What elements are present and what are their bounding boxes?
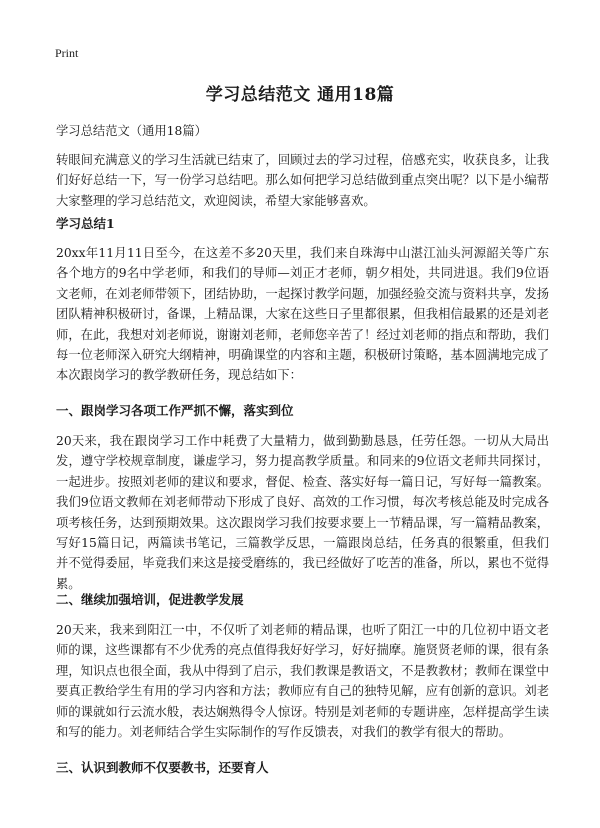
- heading-2-paragraph-block: [56, 620, 549, 742]
- heading-1: 一、跟岗学习各项工作严抓不懈，落实到位: [56, 403, 294, 418]
- section1-paragraph: 20xx年11月11日至今，在这差不多20天里，我们来自珠海中山湛江汕头河源韶关等广东各个地方的9名中学老师，和我们的导师—刘正才老师，朝夕相处，共同进退。我们9位语文老师，在刘老师带领下，团结协助，一起探讨教学问题，加强经验交流与资料共享，发扬团队精神积极研讨，备课，上精品课，大家在这些日子里都很累，但我相信最累的还是刘老师，在此，我想对刘老师说，谢谢刘老师，老师您辛苦了！经过刘老师的指点和帮助，我们每一位老师深入研究大纲精神，明确课堂的内容和主题，积极研讨策略，基本圆满地完成了本次跟岗学习的教学教研任务，现总结如下：: [56, 246, 549, 383]
- intro-paragraph: 转眼间充满意义的学习生活就已结束了，回顾过去的学习过程，倍感充实，收获良多，让我们好好总结一下，写一份学习总结吧。那么如何把学习总结做到重点突出呢？以下是小编帮大家整理的学习总结范文，欢迎阅读，希望大家能够喜欢。: [56, 153, 549, 208]
- page-title: 学习总结范文 通用18篇: [205, 85, 395, 105]
- heading-2: 二、继续加强培训，促进教学发展: [56, 592, 244, 607]
- section1-paragraph-block: [56, 243, 549, 386]
- heading-1-paragraph: 20天来，我在跟岗学习工作中耗费了大量精力，做到勤勤恳恳，任劳任怨。一切从大局出发，遵守学校规章制度，谦虚学习，努力提高教学质量。和同来的9位语文老师共同探讨，一起进步。按照刘老师的建议和要求，督促、检查、落实好每一篇日记，写好每一篇教案。我们9位语文教师在刘老师带动下形成了良好、高效的工作习惯，每次考核总能及时完成各项考核任务，达到预期效果。这次跟岗学习我们按要求要上一节精品课，写一篇精品教案，写好15篇日记，两篇读书笔记，三篇教学反思，一篇跟岗总结，任务真的很繁重，但我们并不觉得委屈，毕竟我们来这是接受磨练的，我已经做好了吃苦的准备，所以，累也不觉得累。: [56, 434, 549, 591]
- section-heading-block: [56, 214, 549, 234]
- heading-3: 三、认识到教师不仅要教书，还要育人: [56, 760, 269, 775]
- document-subtitle: [56, 121, 549, 141]
- section-heading: 学习总结1: [56, 216, 115, 231]
- print-link[interactable]: Print: [55, 46, 79, 60]
- heading-1-paragraph-block: [56, 431, 549, 594]
- subtitle-text: 学习总结范文（通用18篇）: [56, 124, 207, 138]
- heading-2-block: [56, 590, 549, 610]
- heading-3-block: [56, 758, 549, 778]
- intro-paragraph-block: [56, 150, 549, 211]
- heading-2-paragraph: 20天来，我来到阳江一中，不仅听了刘老师的精品课，也听了阳江一中的几位初中语文老师的课，这些课都有不少优秀的亮点值得我好好学习，好好揣摩。施贤贤老师的课，很有条理，知识点也很全面，我从中得到了启示，我们教课是教语文，不是教教材；教师在课堂中要真正教给学生有用的学习内容和方法；教师应有自己的独特见解，应有创新的意识。刘老师的课就如行云流水般，表达娴熟得令人惊讶。特别是刘老师的专题讲座，怎样提高学生读和写的能力。刘老师结合学生实际制作的写作反馈表，对我们的教学有很大的帮助。: [56, 623, 549, 740]
- heading-1-block: [56, 401, 549, 421]
